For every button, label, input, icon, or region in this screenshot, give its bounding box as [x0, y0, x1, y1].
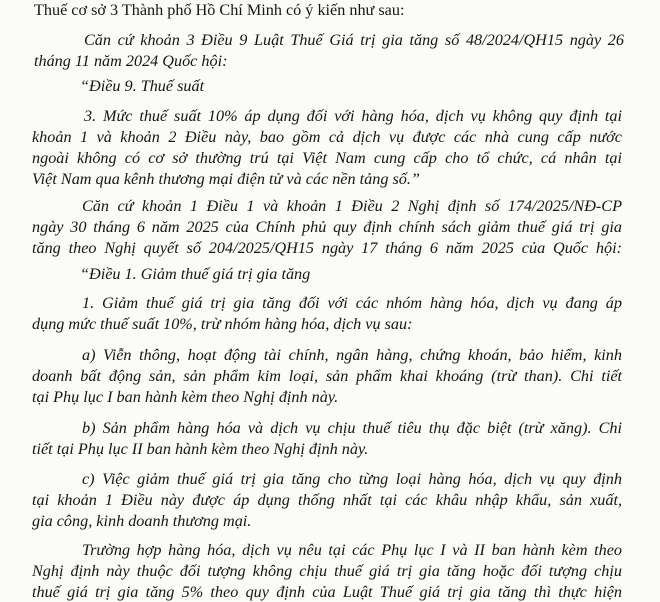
doc-line: b) Sản phẩm hàng hóa và dịch vụ chịu thuế tiêu thụ đặc biệt (trừ xăng). Chi — [82, 419, 622, 437]
doc-line: doanh bất động sản, sản phẩm kim loại, sản phẩm khai khoáng (trừ than). Chi tiết — [32, 367, 622, 385]
doc-line: gia công, kinh doanh thương mại. — [32, 512, 252, 530]
doc-line: Thuế cơ sở 3 Thành phố Hồ Chí Minh có ý kiến như sau: — [34, 1, 405, 19]
doc-line: thuế giá trị gia tăng 5% theo quy định của Luật Thuế giá trị gia tăng thì thực hiện — [32, 583, 622, 601]
doc-line: Căn cứ khoản 1 Điều 1 và khoản 1 Điều 2 Nghị định số 174/2025/NĐ-CP — [82, 197, 622, 215]
doc-line: c) Việc giảm thuế giá trị gia tăng cho từng loại hàng hóa, dịch vụ quy định — [82, 470, 622, 488]
doc-line: ngày 30 tháng 6 năm 2025 của Chính phủ quy định chính sách giảm thuế giá trị gia — [32, 218, 622, 236]
doc-line: 3. Mức thuế suất 10% áp dụng đối với hàng hóa, dịch vụ không quy định tại — [84, 107, 622, 125]
doc-line: tiết tại Phụ lục II ban hành kèm theo Nghị định này. — [32, 440, 369, 458]
doc-line: Việt Nam qua kênh thương mại điện tử và các nền tảng số.” — [32, 170, 420, 188]
doc-line: ngoài không có cơ sở thường trú tại Việt Nam cung cấp cho tổ chức, cá nhân tại — [32, 149, 622, 167]
doc-line: tăng theo Nghị quyết số 204/2025/QH15 ngày 17 tháng 6 năm 2025 của Quốc hội: — [32, 239, 622, 257]
doc-line: khoản 1 và khoản 2 Điều này, bao gồm cả dịch vụ được các nhà cung cấp nước — [32, 128, 622, 146]
doc-line: Căn cứ khoản 3 Điều 9 Luật Thuế Giá trị gia tăng số 48/2024/QH15 ngày 26 — [84, 31, 624, 49]
doc-line: Nghị định này thuộc đối tượng không chịu thuế giá trị gia tăng hoặc đối tượng chịu — [32, 562, 622, 580]
doc-line: “Điều 1. Giảm thuế giá trị gia tăng — [80, 265, 311, 283]
doc-line: tại khoản 1 Điều này được áp dụng thống nhất tại các khâu nhập khẩu, sản xuất, — [32, 491, 622, 509]
doc-line: tại Phụ lục I ban hành kèm theo Nghị định này. — [32, 388, 339, 406]
doc-line: Trường hợp hàng hóa, dịch vụ nêu tại các Phụ lục I và II ban hành kèm theo — [82, 541, 622, 559]
doc-line: 1. Giảm thuế giá trị gia tăng đối với các nhóm hàng hóa, dịch vụ đang áp — [82, 294, 622, 312]
doc-line: “Điều 9. Thuế suất — [80, 77, 205, 95]
doc-line: tháng 11 năm 2024 Quốc hội: — [34, 52, 228, 70]
doc-line: a) Viễn thông, hoạt động tài chính, ngân hàng, chứng khoán, bảo hiểm, kinh — [82, 346, 622, 364]
doc-line: dụng mức thuế suất 10%, trừ nhóm hàng hóa, dịch vụ sau: — [32, 315, 413, 333]
